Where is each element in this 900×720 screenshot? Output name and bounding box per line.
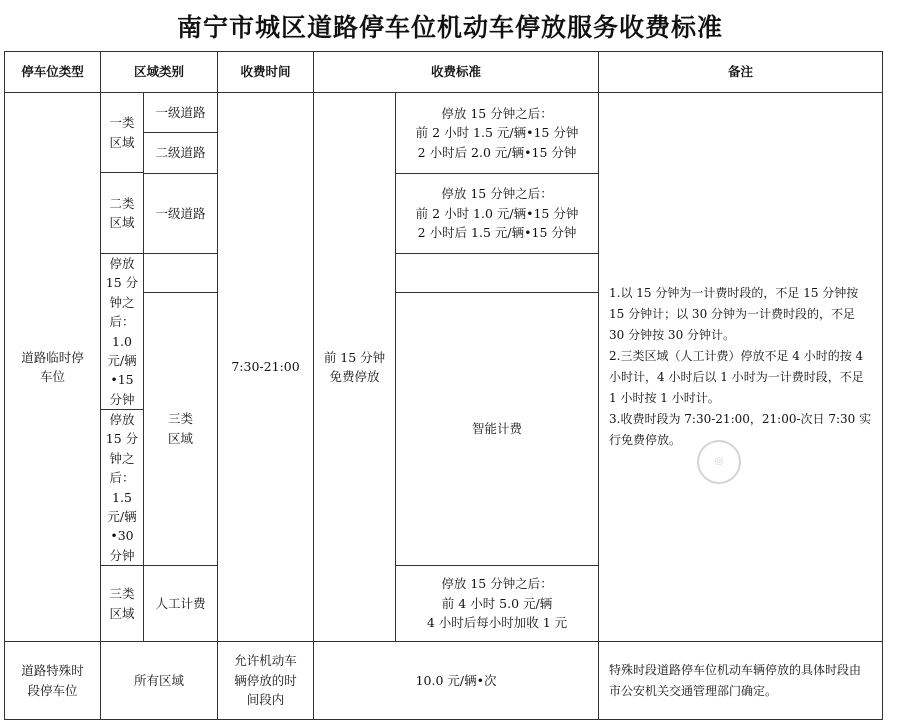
fee-zone1-cell: 停放 15 分钟之后： 前 2 小时 1.5 元/辆•15 分钟 2 小时后 2.0 元/辆•15 分钟 xyxy=(396,93,599,174)
road-secondary-cell: 二级道路 xyxy=(144,133,218,174)
header-charge-standard: 收费标准 xyxy=(314,52,599,93)
document-title: 南宁市城区道路停车位机动车停放服务收费标准 xyxy=(176,13,723,42)
fee-standard-table xyxy=(4,51,883,720)
watermark-logo-icon: ◎ xyxy=(697,440,741,484)
fee-manual-cell: 停放 15 分钟之后： 前 4 小时 5.0 元/辆 4 小时后每小时加收 1 元 xyxy=(396,566,599,642)
zone-1-cell: 一类 区域 xyxy=(101,93,144,173)
remarks-cell: 1.以 15 分钟为一计费时段的，不足 15 分钟按 15 分钟计；以 30 分钟为一计费时段的，不足 30 分钟按 30 分钟计。 2.三类区域（人工计费）停放不足 4 小时的按 4 小时计，4 小时后以 1 小时为一计费时段，不足 1 小时按 1 小时计。 3.收费时段为 7:30-21:00，21:00-次日 7:30 实行免费停放。 xyxy=(599,93,883,642)
temp-parking-type-cell: 道路临时停 车位 xyxy=(5,93,101,642)
zone-2-cell: 二类 区域 xyxy=(101,173,144,254)
header-parking-type: 停车位类型 xyxy=(5,52,101,93)
road-primary-cell: 一级道路 xyxy=(144,93,218,133)
special-time-cell: 允许机动车 辆停放的时 间段内 xyxy=(218,642,314,720)
table-row xyxy=(5,642,883,720)
fee-smart-cell: 停放 15 分钟之后： 1.5 元/辆•30 分钟 xyxy=(101,410,144,566)
charge-time-cell: 7:30-21:00 xyxy=(218,93,314,642)
free-period-cell: 前 15 分钟 免费停放 xyxy=(314,93,396,642)
header-remarks: 备注 xyxy=(599,52,883,93)
fee-zone2-secondary-cell: 停放 15 分钟之后： 1.0 元/辆•15 分钟 xyxy=(101,254,144,410)
special-zone-cell: 所有区域 xyxy=(101,642,218,720)
road-primary-cell: 一级道路 xyxy=(144,174,218,254)
header-zone-category: 区域类别 xyxy=(101,52,218,93)
header-row xyxy=(5,52,883,93)
special-remarks-cell: 特殊时段道路停车位机动车辆停放的具体时段由市公安机关交通管理部门确定。 xyxy=(599,642,883,720)
special-fee-cell: 10.0 元/辆•次 xyxy=(314,642,599,720)
zone-3-smart-cell: 三类 区域 xyxy=(144,292,218,566)
smart-billing-cell: 智能计费 xyxy=(396,292,599,566)
special-parking-type-cell: 道路特殊时 段停车位 xyxy=(5,642,101,720)
manual-billing-cell: 人工计费 xyxy=(144,566,218,642)
zone-3-manual-cell: 三类 区域 xyxy=(101,566,144,642)
fee-zone2-cell: 停放 15 分钟之后： 前 2 小时 1.0 元/辆•15 分钟 2 小时后 1.5 元/辆•15 分钟 xyxy=(396,174,599,254)
table-row xyxy=(5,93,883,133)
header-charge-time: 收费时间 xyxy=(218,52,314,93)
